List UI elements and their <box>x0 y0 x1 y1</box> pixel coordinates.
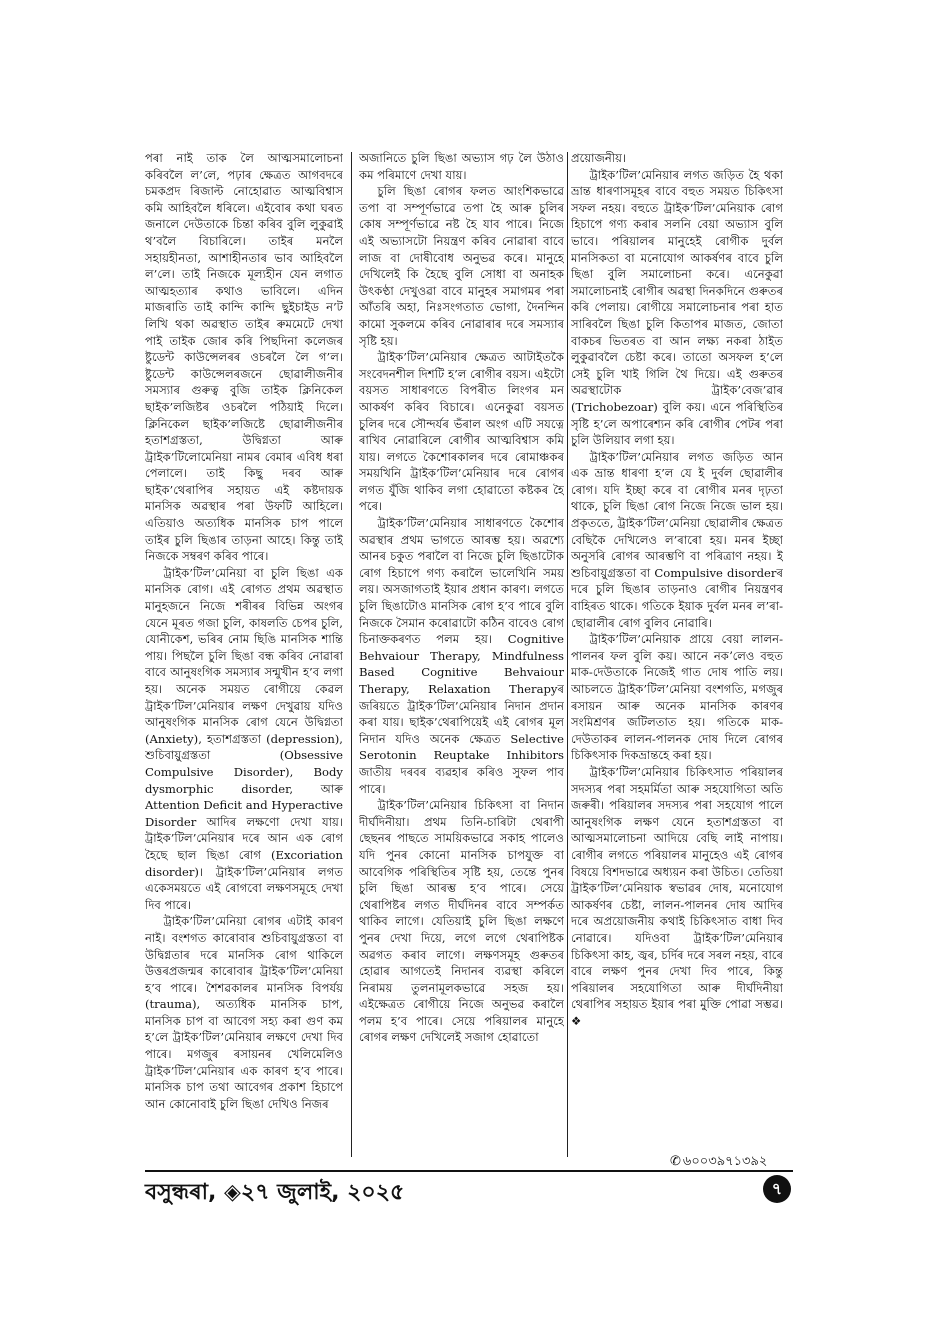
article-column-2 <box>359 150 564 1160</box>
phone-icon: ✆ <box>670 1154 681 1169</box>
page-number-badge: ৭ <box>763 1175 791 1203</box>
paragraph: ট্ৰাইক’টিল’মেনিয়াৰ চিকিৎসাত পৰিয়ালৰ সদস্যৰ পৰা সহমৰ্মিতা আৰু সহযোগিতা অতি জৰুৰী। পৰিয়ালৰ সদস্যৰ পৰা সহযোগ পালে আনুষংগিক লক্ষণ যেনে হতাশগ্ৰস্ততা বা আত্মসমালোচনা আদিয়ে বেছি লাই নাপায়। ৰোগীৰ লগতে পৰিয়ালৰ মানুহেও এই ৰোগৰ বিষয়ে বিশদভাৱে অধ্যয়ন কৰা উচিত। তেতিয়া ট্ৰাইক’টিল’মেনিয়াক স্বভাৱৰ দোষ, মনোযোগ আকৰ্ষণৰ চেষ্টা, লালন-পালনৰ দোষ আদিৰ দৰে অপ্ৰয়োজনীয় কথাই চিকিৎসাত বাধা দিব নোৱাৰে। যদিওবা ট্ৰাইক’টিল’মেনিয়াৰ চিকিৎসা কাহ, জ্বৰ, চৰ্দিৰ দৰে সৰল নহয়, বাৰে বাৰে লক্ষণ পুনৰ দেখা দিব পাৰে, কিন্তু পৰিয়ালৰ সহযোগিতা আৰু দীৰ্ঘদিনীয়া থেৰাপিৰ সহায়ত ইয়াৰ পৰা মুক্তি পোৱা সম্ভৱ। ❖ <box>571 764 783 1028</box>
paragraph: ট্ৰাইক’টিল’মেনিয়া বা চুলি ছিঙা এক মানসিক ৰোগ। এই ৰোগত প্ৰথম অৱস্থাত মানুহজনে নিজে শৰীৰৰ বিভিন্ন অংগৰ যেনে মূৰত গজা চুলি, কাষলতি চেপৰ চুলি, যোনীকেশ, ভৰিৰ নোম ছিঙি মানসিক শান্তি পায়। পিছলৈ চুলি ছিঙা বন্ধ কৰিব নোৱাৰা বাবে আনুষংগিক সমস্যাৰ সন্মুখীন হ’ব লগা হয়। অনেক সময়ত ৰোগীয়ে কেৱল ট্ৰাইক’টিল’মেনিয়াৰ লক্ষণ দেখুৱায় যদিও আনুষংগিক মানসিক ৰোগ যেনে উদ্বিগ্নতা (Anxiety), হতাশগ্ৰস্ততা (depression), শুচিবায়ুগ্ৰস্ততা (Obsessive Compulsive Disorder), Body dysmorphic disorder, আৰু Attention Deficit and Hyperactive Disorder আদিৰ লক্ষণো দেখা যায়। ট্ৰাইক’টিল’মেনিয়াৰ দৰে আন এক ৰোগ হৈছে ছাল ছিঙা ৰোগ (Excoriation disorder)। ট্ৰাইক’টিল’মেনিয়াৰ লগত একেসময়তে এই ৰোগবো লক্ষণসমূহে দেখা দিব পাৰে। <box>145 565 343 912</box>
paragraph: ট্ৰাইক’টিল’মেনিয়া ৰোগৰ এটাই কাৰণ নাই। বংশগত কাৰোবাৰ শুচিবায়ুগ্ৰস্ততা বা উদ্বিগ্নতাৰ দৰে মানসিক ৰোগ থাকিলে উত্তৰপ্ৰজন্মৰ কাৰোবাৰ ট্ৰাইক’টিল’মেনিয়া হ’ব পাৰে। শৈশৱকালৰ মানসিক বিপৰ্যয় (trauma), অত্যধিক মানসিক চাপ, মানসিক চাপ বা আবেগ সহ্য কৰা গুণ কম হ’লে ট্ৰাইক’টিল’মেনিয়াৰ লক্ষণে দেখা দিব পাৰে। মগজুৰ ৰসায়নৰ খেলিমেলিও ট্ৰাইক’টিল’মেনিয়াৰ এক কাৰণ হ’ব পাৰে। মানসিক চাপ তথা আবেগৰ প্ৰকাশ হিচাপে আন কোনোবাই চুলি ছিঙা দেখিও নিজৰ <box>145 914 343 1111</box>
paragraph: পৰা নাই তাক লৈ আত্মসমালোচনা কৰিবলৈ ল’লে, পঢ়াৰ ক্ষেত্ৰত আগবদৰে চমকপ্ৰদ ৰিজাল্ট নোহোৱাত আত্মবিশ্বাস কমি আহিবলৈ ধৰিলে। এইবোৰ কথা ঘৰত জনালে দেউতাকে চিন্তা কৰিব বুলি লুকুৱাই থ’বলৈ বিচাৰিলে। তাইৰ মনলৈ সহায়হীনতা, আশাহীনতাৰ ভাব আহিবলৈ ল’লে। তাই নিজকে মূল্যহীন যেন লগাত আত্মহত্যাৰ কথাও ভাবিলে। এদিন মাজৰাতি তাই কান্দি কান্দি ছুইচাইড ন’ট লিখি থকা অৱস্থাত তাইৰ ৰুমমেটে দেখা পাই তাইক জোৰ কৰি পিছদিনা কলেজৰ ষ্টুডেন্ট কাউন্সেলৰৰ ওচৰলৈ লৈ গ’ল। ষ্টুডেন্ট কাউন্সেলৰজনে ছোৱালীজনীৰ সমস্যাৰ গুৰুত্ব বুজি তাইক ক্লিনিকেল ছাইক’লজিষ্টৰ ওচৰলৈ পঠিয়াই দিলে। ক্লিনিকেল ছাইক’লজিষ্টে ছোৱালীজনীৰ হতাশগ্ৰস্ততা, উদ্বিগ্নতা আৰু ট্ৰাইক’টিলোমেনিয়া নামৰ বেমাৰ এবিধ ধৰা পেলালে। তাই কিছু দৰব আৰু ছাইক’থেৰাপিৰ সহায়ত এই কষ্টদায়ক মানসিক অৱস্থাৰ পৰা উফটি আহিলে। এতিয়াও অত্যধিক মানসিক চাপ পালে তাইৰ চুলি ছিঙাৰ তাড়না আহে। কিন্তু তাই নিজকে সম্বৰণ কৰিব পাৰে। <box>145 151 343 564</box>
paragraph: ট্ৰাইক’টিল’মেনিয়াৰ লগত জড়িত হৈ থকা ভ্ৰান্ত ধাৰণাসমূহৰ বাবে বহুত সময়ত চিকিৎসা সফল নহয়। বহুতে ট্ৰাইক’টিল’মেনিয়াক ৰোগ হিচাপে গণ্য কৰাৰ সলনি বেয়া অভ্যাস বুলি ভাবে। পৰিয়ালৰ মানুহেই ৰোগীক দুৰ্বল মানসিকতা বা মনোযোগ আকৰ্ষণৰ বাবে চুলি ছিঙা বুলি সমালোচনা কৰে। এনেকুৱা সমালোচনাই ৰোগীৰ অৱস্থা দিনকদিনে গুৰুতৰ কৰি পেলায়। ৰোগীয়ে সমালোচনাৰ পৰা হাত সাৰিবলৈ ছিঙা চুলি কিতাপৰ মাজত, জোতা বাকচৰ ভিতৰত বা আন লক্ষ্য নকৰা ঠাইত লুকুৱাবলৈ চেষ্টা কৰে। তাতো অসফল হ’লে সেই চুলি খাই গিলি থৈ দিয়ে। এই গুৰুতৰ অৱস্থাটোক ট্ৰাইক’বেজ’ৱাৰ (Trichobezoar) বুলি কয়। এনে পৰিস্থিতিৰ সৃষ্টি হ’লে অপাৰেশ্যন কৰি ৰোগীৰ পেটৰ পৰা চুলি উলিয়াব লগা হয়। <box>571 167 783 448</box>
paragraph: প্ৰয়োজনীয়। <box>571 151 627 165</box>
paragraph: ট্ৰাইক’টিল’মেনিয়াৰ সাধাৰণতে কৈশোৰ অৱস্থাৰ প্ৰথম ভাগতে আৰম্ভ হয়। অৱশ্যে আনৰ চকুত পৰালৈ বা নিজে চুলি ছিঙাটোক ৰোগ হিচাপে গণ্য কৰালৈ ভালেখিনি সময় লয়। অসজাগতাই ইয়াৰ প্ৰধান কাৰণ। লগতে চুলি ছিঙাটোও মানসিক ৰোগ হ’ব পাৰে বুলি নিজকে সৈমান কৰোৱাটো কঠিন বাবেও ৰোগ চিনাক্তকৰণত পলম হয়। Cognitive Behvaiour Therapy, Mindfulness Based Cognitive Behvaiour Therapy, Relaxation Therapyৰ জৰিয়তে ট্ৰাইক’টিল’মেনিয়াৰ নিদান প্ৰদান কৰা যায়। ছাইক’থেৰাপিয়েই এই ৰোগৰ মূল নিদান যদিও অনেক ক্ষেত্ৰত Selective Serotonin Reuptake Inhibitors জাতীয় দৰবৰ ব্যৱহাৰ কৰিও সুফল পাব পাৰে। <box>359 516 564 796</box>
paragraph: ট্ৰাইক’টিল’মেনিয়াৰ লগত জড়িত আন এক ভ্ৰান্ত ধাৰণা হ’ল যে ই দুৰ্বল ছোৱালীৰ ৰোগ। যদি ইচ্ছা কৰে বা ৰোগীৰ মনৰ দৃঢ়তা থাকে, চুলি ছিঙা ৰোগ নিজে নিজে ভাল হয়। প্ৰকৃততে, ট্ৰাইক’টিল’মেনিয়া ছোৱালীৰ ক্ষেত্ৰত বেছিকৈ দেখিলেও ল’ৰাৰো হয়। মনৰ ইচ্ছা অনুসৰি ৰোগৰ আৰম্ভণি বা পৰিত্ৰাণ নহয়। ই শুচিবায়ুগ্ৰস্ততা বা Compulsive disorderৰ দৰে চুলি ছিঙাৰ তাড়নাও ৰোগীৰ নিয়ন্ত্ৰণৰ বাহিৰত থাকে। গতিকে ইয়াক দুৰ্বল মনৰ ল’ৰা-ছোৱালীৰ ৰোগ বুলিব নোৱাৰি। <box>571 449 783 630</box>
paragraph: চুলি ছিঙা ৰোগৰ ফলত আংশিকভাৱে তপা বা সম্পূৰ্ণভাৱে তপা হৈ আৰু চুলিৰ কোষ সম্পূৰ্ণভাৱে নষ্ট হৈ যাব পাৰে। নিজে এই অভ্যাসটো নিয়ন্ত্ৰণ কৰিব নোৱাৰা বাবে লাজ বা দোষীবোধ অনুভৱ কৰে। মানুহে দেখিলেই কি হৈছে বুলি সোধা বা অনাহক উৎকণ্ঠা দেখুওৱা বাবে মানুহৰ সমাগমৰ পৰা আঁতৰি অহা, নিঃসংগতাত ভোগা, দৈনন্দিন কামো সুকলমে কৰিব নোৱাৰাৰ দৰে সমস্যাৰ সৃষ্টি হয়। <box>359 184 564 348</box>
column-divider <box>567 152 568 1157</box>
article-column-3 <box>571 150 783 1152</box>
phone-number: ৬০০৩৯৭১৩৯২ <box>682 1154 768 1169</box>
magazine-masthead: বসুন্ধৰা, ◈২৭ জুলাই, ২০২৫ <box>145 1180 405 1205</box>
column-divider <box>351 152 352 1157</box>
paragraph: ট্ৰাইক’টিল’মেনিয়াৰ ক্ষেত্ৰত আটাইতকৈ সংবেদনশীল দিশটি হ’ল ৰোগীৰ বয়স। এইটো বয়সত সাধাৰণতে বিপৰীত লিংগৰ মন আকৰ্ষণ কৰিব বিচাৰে। এনেকুৱা বয়সত চুলিৰ দৰে সৌন্দৰ্যৰ ভঁৰাল অংগ এটি সযত্নে ৰাখিব নোৱাৰিলে ৰোগীৰ আত্মবিশ্বাস কমি যায়। লগতে কৈশোৰকালৰ দৰে ৰোমাঞ্চকৰ সময়খিনি ট্ৰাইক’টিল’মেনিয়াৰ দৰে ৰোগৰ লগত যুঁজি থাকিব লগা হোৱাতো কষ্টকৰ হৈ পৰে। <box>359 350 564 514</box>
footer-divider <box>145 1170 793 1172</box>
paragraph: ট্ৰাইক’টিল’মেনিয়াক প্ৰায়ে বেয়া লালন-পালনৰ ফল বুলি কয়। আনে নকʼলেও বহুত মাক-দেউতাকে নিজেই গাত দোষ পাতি লয়। আচলতে ট্ৰাইক’টিল’মেনিয়া বংশগতি, মগজুৰ ৰসায়ন আৰু অনেক মানসিক কাৰণৰ সংমিশ্ৰণৰ জটিলতাত হয়। গতিকে মাক-দেউতাকৰ লালন-পালনক দোষ দিলে ৰোগৰ চিকিৎসাক দিকভ্ৰান্তহে কৰা হয়। <box>571 632 783 763</box>
paragraph: ট্ৰাইক’টিল’মেনিয়াৰ চিকিৎসা বা নিদান দীৰ্ঘদিনীয়া। প্ৰথম তিনি-চাৰিটা থেৰাপী ছেছনৰ পাছতে সাময়িকভাৱে সকাহ পালেও যদি পুনৰ কোনো মানসিক চাপযুক্ত বা আবেগিক পৰিস্থিতিৰ সৃষ্টি হয়, তেন্তে পুনৰ চুলি ছিঙা আৰম্ভ হ’ব পাৰে। সেয়ে থেৰাপিষ্টৰ লগত দীৰ্ঘদিনৰ বাবে সম্পৰ্কত থাকিব লাগে। যেতিয়াই চুলি ছিঙা লক্ষণে পুনৰ দেখা দিয়ে, লগে লগে থেৰাপিষ্টক অৱগত কৰাব লাগে। লক্ষণসমূহ গুৰুতৰ হোৱাৰ আগতেই নিদানৰ ব্যৱস্থা কৰিলে নিৰাময় তুলনামূলকভাৱে সহজ হয়। এইক্ষেত্ৰত ৰোগীয়ে নিজে অনুভৱ কৰালৈ পলম হ’ব পাৰে। সেয়ে পৰিয়ালৰ মানুহে ৰোগৰ লক্ষণ দেখিলেই সজাগ হোৱাতো <box>359 798 564 1045</box>
paragraph: অজানিতে চুলি ছিঙা অভ্যাস গঢ় লৈ উঠাও কম পৰিমাণে দেখা যায়। <box>359 151 564 182</box>
article-column-1 <box>145 150 343 1160</box>
